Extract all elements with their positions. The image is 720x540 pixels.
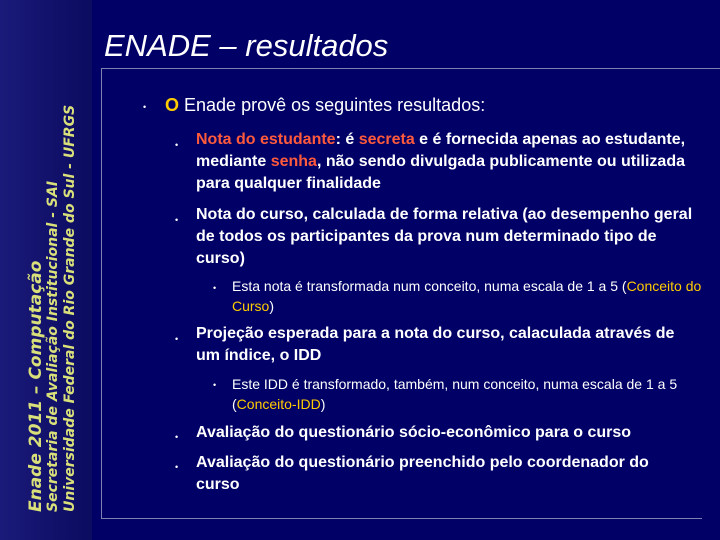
nota-estudante-text-1: : é [335, 131, 359, 148]
item-projecao: Projeção esperada para a nota do curso, calaculada através de um índice, o IDD [196, 325, 675, 364]
nota-estudante-label: Nota do estudante [196, 131, 336, 148]
intro-prefix: O [165, 95, 180, 115]
sidebar-banner [0, 0, 92, 540]
sidebar-line-enade: Enade 2011 – Computação [26, 260, 46, 512]
bullet-icon: • [175, 140, 179, 150]
bullet-icon: • [213, 380, 217, 390]
sub-item-conceito-idd [232, 374, 702, 414]
bullet-icon: • [175, 334, 179, 344]
bullet-icon: • [143, 102, 147, 112]
item-nota-estudante [196, 129, 696, 195]
bullet-icon: • [175, 215, 179, 225]
conceito-idd-text: Este IDD é transformado, também, num conceito, numa escala de 1 a 5 ( [232, 376, 678, 412]
item-avaliacao-coord: Avaliação do questionário preenchido pelo coordenador do curso [196, 454, 649, 493]
sidebar-line-ufrgs: Universidade Federal do Rio Grande do Sul - UFRGS [62, 104, 78, 512]
conceito-idd-label: Conceito-IDD [236, 396, 321, 412]
nota-estudante-secreta: secreta [358, 131, 415, 148]
conceito-curso-close: ) [269, 298, 275, 314]
conceito-idd-close: ) [320, 396, 326, 412]
sub-item-conceito-curso [232, 276, 702, 316]
intro-body: Enade provê os seguintes resultados: [179, 95, 486, 115]
item-nota-curso: Nota do curso, calculada de forma relativa (ao desempenho geral de todos os participantes da prova num determinado tipo de curso) [196, 206, 693, 267]
item-avaliacao-socio: Avaliação do questionário sócio-econômico para o curso [196, 424, 632, 441]
intro-text [165, 95, 485, 116]
nota-estudante-text-2: e é fornecida apenas ao estudante, mediante [196, 131, 686, 170]
slide-title: ENADE – resultados [104, 28, 389, 63]
nota-estudante-senha: senha [270, 153, 317, 170]
bullet-icon: • [175, 432, 179, 442]
bullet-icon: • [213, 283, 217, 293]
conceito-curso-label: Conceito do Curso [232, 278, 702, 314]
nota-estudante-text-3: , não sendo divulgada publicamente ou utilizada para qualquer finalidade [196, 153, 685, 192]
sidebar-line-sai: Secretaria de Avaliação Institucional - SAI [45, 180, 61, 512]
conceito-curso-text: Esta nota é transformada num conceito, numa escala de 1 a 5 ( [232, 278, 627, 294]
bullet-icon: • [175, 462, 179, 472]
